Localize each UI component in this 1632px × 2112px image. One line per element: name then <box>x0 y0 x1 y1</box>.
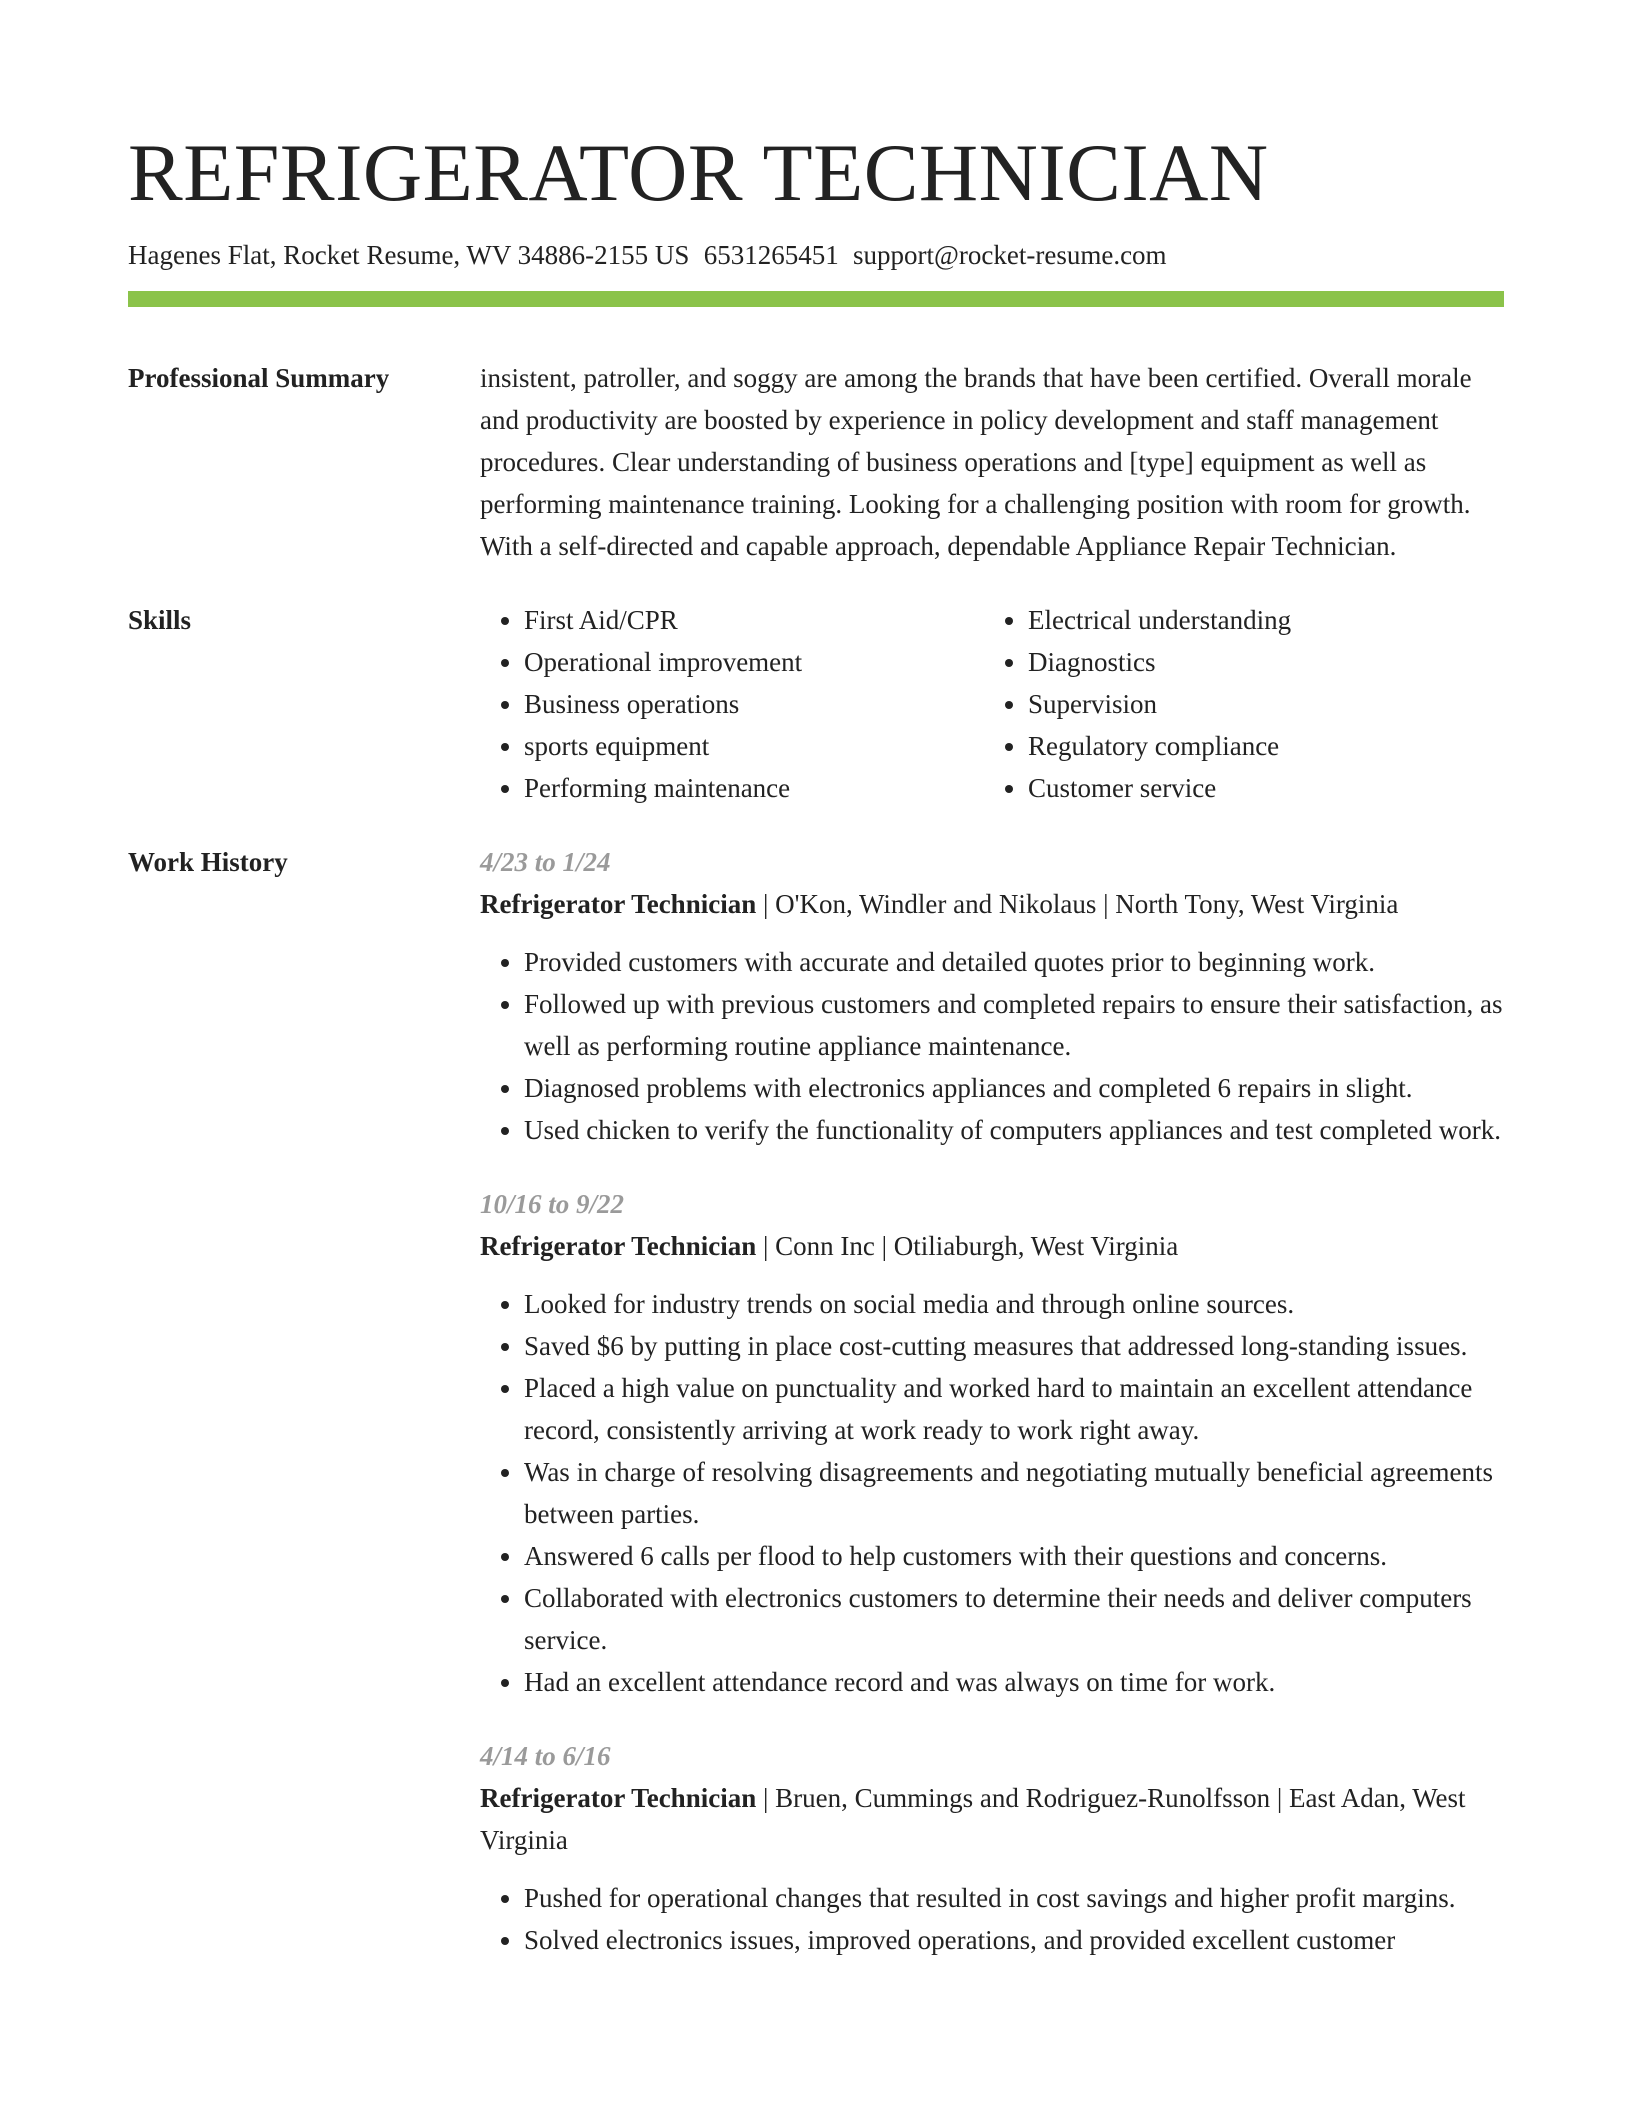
skills-grid <box>480 599 1504 809</box>
contact-email: support@rocket-resume.com <box>853 240 1167 270</box>
header-divider <box>128 291 1504 307</box>
summary-heading: Professional Summary <box>128 363 390 394</box>
job-bullet: • Was in charge of resolving disagreements and negotiating mutually beneficial agreements between parties. <box>524 1451 1504 1535</box>
job-bullet: • Pushed for operational changes that resulted in cost savings and higher profit margins. <box>524 1877 1504 1919</box>
skills-heading: Skills <box>128 605 192 636</box>
contact-line <box>128 239 1504 271</box>
job-entry <box>480 841 1504 1151</box>
resume-name: REFRIGERATOR TECHNICIAN <box>128 127 1269 218</box>
skill-item: • Electrical understanding <box>1028 599 1488 641</box>
job-bullet: • Answered 6 calls per flood to help customers with their questions and concerns. <box>524 1535 1504 1577</box>
work-history-body <box>480 841 1504 1961</box>
skill-item: • Regulatory compliance <box>1028 725 1488 767</box>
job-entry <box>480 1735 1504 1961</box>
job-bullet: • Solved electronics issues, improved operations, and provided excellent customer <box>524 1919 1504 1961</box>
job-dates: 10/16 to 9/22 <box>480 1189 625 1220</box>
job-company-location: | Conn Inc | Otiliaburgh, West Virginia <box>756 1231 1179 1262</box>
skills-list-left <box>480 599 984 809</box>
job-company-location: | Bruen, Cummings and Rodriguez-Runolfsson | East Adan, West Virginia <box>480 1783 1466 1856</box>
skill-item: • Business operations <box>524 683 984 725</box>
job-bullet: • Provided customers with accurate and detailed quotes prior to beginning work. <box>524 941 1504 983</box>
job-dates: 4/23 to 1/24 <box>480 847 611 878</box>
job-entry <box>480 1183 1504 1703</box>
job-header <box>480 883 1504 925</box>
skill-item: • First Aid/CPR <box>524 599 984 641</box>
job-company-location: | O'Kon, Windler and Nikolaus | North Tony, West Virginia <box>756 889 1399 920</box>
job-bullets <box>480 1283 1504 1703</box>
job-header <box>480 1225 1504 1267</box>
job-title: Refrigerator Technician <box>480 889 757 920</box>
job-title: Refrigerator Technician <box>480 1783 757 1814</box>
job-bullet: • Collaborated with electronics customers to determine their needs and deliver computers service. <box>524 1577 1504 1661</box>
skill-item: • Diagnostics <box>1028 641 1488 683</box>
job-bullet: • Used chicken to verify the functionality of computers appliances and test completed work. <box>524 1109 1504 1151</box>
contact-address: Hagenes Flat, Rocket Resume, WV 34886-2155 US <box>128 240 690 270</box>
job-dates: 4/14 to 6/16 <box>480 1741 611 1772</box>
job-bullet: • Saved $6 by putting in place cost-cutting measures that addressed long-standing issues. <box>524 1325 1504 1367</box>
contact-phone: 6531265451 <box>703 240 839 270</box>
skills-list-right <box>984 599 1488 809</box>
skill-item: • sports equipment <box>524 725 984 767</box>
job-bullet: • Looked for industry trends on social media and through online sources. <box>524 1283 1504 1325</box>
job-title: Refrigerator Technician <box>480 1231 757 1262</box>
summary-text: insistent, patroller, and soggy are among the brands that have been certified. Overall morale and productivity are boosted by experience in policy development and staff management procedures. Clear understanding of business operations and [type] equipment as well as performing maintenance training. Looking for a challenging position with room for growth. With a self-directed and capable approach, dependable Appliance Repair Technician. <box>480 363 1472 562</box>
job-bullets <box>480 941 1504 1151</box>
work-history-section <box>128 841 1504 1961</box>
skill-item: • Customer service <box>1028 767 1488 809</box>
skills-section <box>128 599 1504 809</box>
job-header <box>480 1777 1504 1861</box>
summary-section <box>128 357 1504 567</box>
skill-item: • Supervision <box>1028 683 1488 725</box>
job-bullets <box>480 1877 1504 1961</box>
work-history-heading: Work History <box>128 847 288 878</box>
job-bullet: • Followed up with previous customers and completed repairs to ensure their satisfaction, as well as performing routine appliance maintenance. <box>524 983 1504 1067</box>
job-bullet: • Had an excellent attendance record and was always on time for work. <box>524 1661 1504 1703</box>
job-bullet: • Diagnosed problems with electronics appliances and completed 6 repairs in slight. <box>524 1067 1504 1109</box>
skill-item: • Operational improvement <box>524 641 984 683</box>
job-bullet: • Placed a high value on punctuality and worked hard to maintain an excellent attendance record, consistently arriving at work ready to work right away. <box>524 1367 1504 1451</box>
skill-item: • Performing maintenance <box>524 767 984 809</box>
